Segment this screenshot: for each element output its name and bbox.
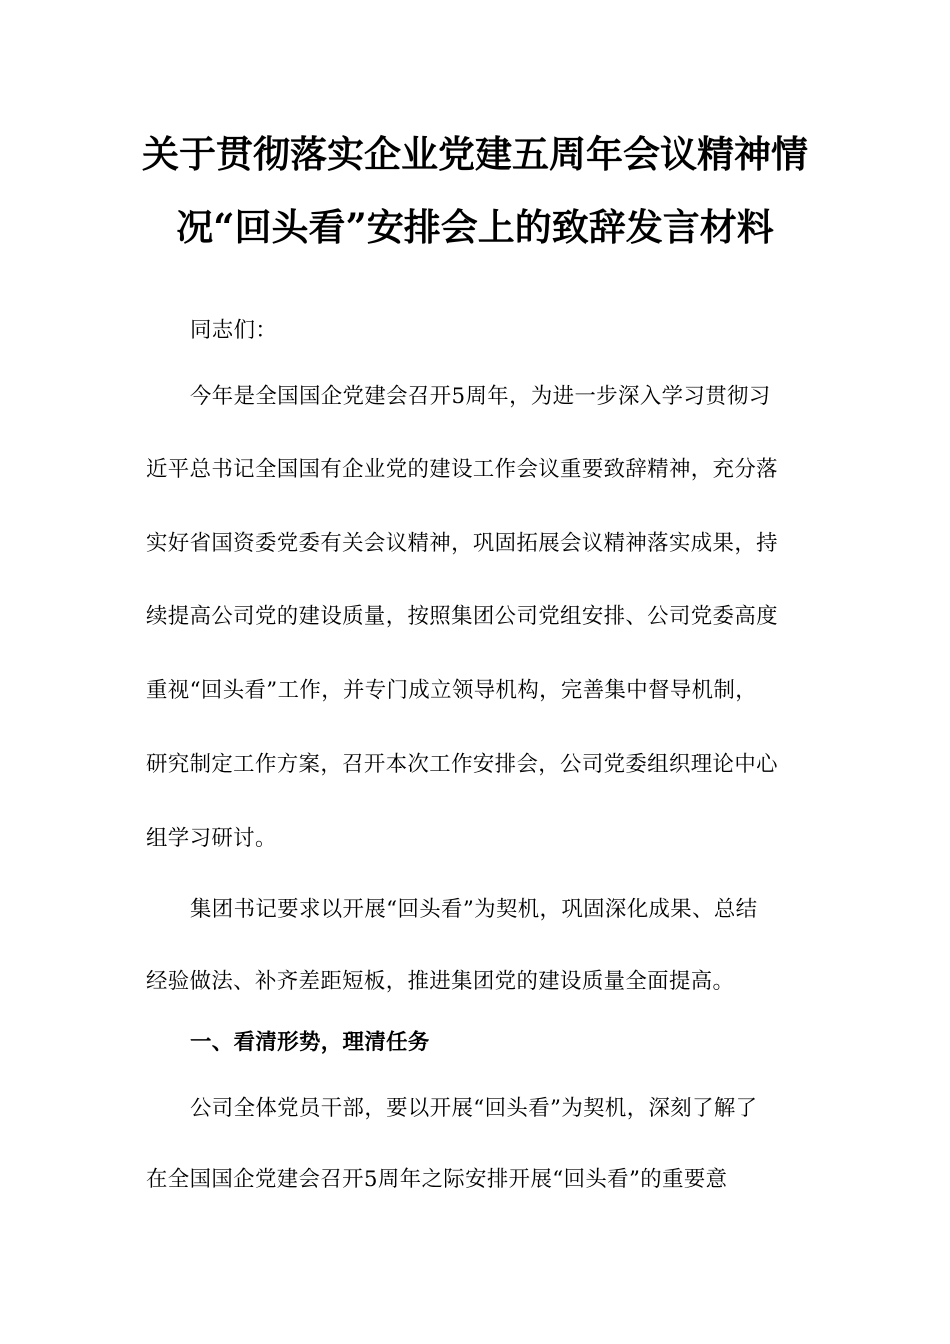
paragraph-line: 在全国国企党建会召开5周年之际安排开展“回头看”的重要意 xyxy=(146,1167,728,1192)
document-title-line-2: 况“回头看”安排会上的致辞发言材料 xyxy=(176,205,774,249)
paragraph-line: 实好省国资委党委有关会议精神，巩固拓展会议精神落实成果，持 xyxy=(146,531,778,556)
section-heading: 一、看清形势，理清任务 xyxy=(190,1030,430,1055)
salutation: 同志们： xyxy=(190,318,278,343)
paragraph-line: 续提高公司党的建设质量，按照集团公司党组安排、公司党委高度 xyxy=(146,604,778,629)
paragraph-line: 组学习研讨。 xyxy=(146,826,277,851)
document-title-line-1: 关于贯彻落实企业党建五周年会议精神情 xyxy=(142,132,808,176)
paragraph-line: 近平总书记全国国有企业党的建设工作会议重要致辞精神，充分落 xyxy=(146,457,778,482)
paragraph-line: 集团书记要求以开展“回头看”为契机，巩固深化成果、总结 xyxy=(190,897,758,922)
paragraph-line: 重视“回头看”工作，并专门成立领导机构，完善集中督导机制， xyxy=(146,678,758,703)
paragraph-line: 经验做法、补齐差距短板，推进集团党的建设质量全面提高。 xyxy=(146,969,735,994)
paragraph-line: 研究制定工作方案，召开本次工作安排会，公司党委组织理论中心 xyxy=(146,752,778,777)
paragraph-line: 公司全体党员干部，要以开展“回头看”为契机，深刻了解了 xyxy=(190,1096,758,1121)
paragraph-line: 今年是全国国企党建会召开5周年，为进一步深入学习贯彻习 xyxy=(190,384,771,409)
